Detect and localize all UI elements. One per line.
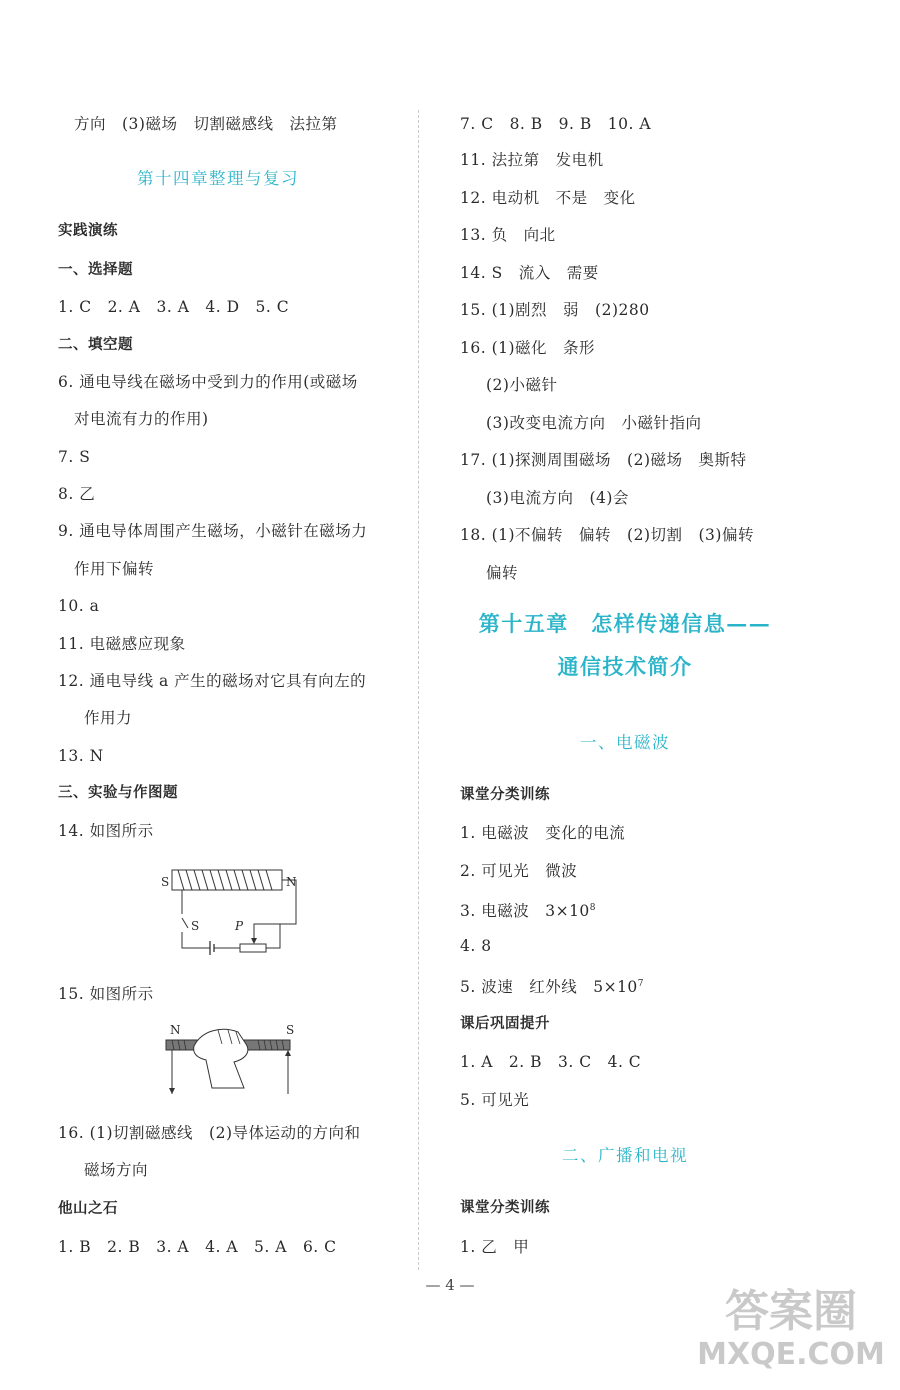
answer-line: 2. 可见光 微波	[460, 862, 578, 880]
chapter-15-title-line2: 通信技术简介	[557, 654, 693, 679]
answer-line	[460, 974, 644, 997]
answer-line: 1. A 2. B 3. C 4. C	[460, 1053, 642, 1071]
chapter-15-title-line1: 第十五章 怎样传递信息——	[478, 611, 772, 636]
answer-text: 3. 电磁波 3×10	[460, 902, 590, 921]
answer-line: 12. 通电导线 a 产生的磁场对它具有向左的	[58, 672, 367, 690]
section-heading: 他山之石	[58, 1201, 118, 1217]
watermark-domain: MXQE.COM	[697, 1337, 885, 1372]
answer-line: 18. (1)不偏转 偏转 (2)切割 (3)偏转	[460, 526, 754, 544]
answer-line: 7. C 8. B 9. B 10. A	[460, 115, 652, 133]
answer-line: 16. (1)磁化 条形	[460, 339, 596, 357]
column-divider	[418, 110, 419, 1270]
answer-line: 8. 乙	[58, 485, 96, 503]
answer-line: 方向 (3)磁场 切割磁感线 法拉第	[74, 115, 338, 133]
answer-line: 14. 如图所示	[58, 822, 154, 840]
answer-line: 12. 电动机 不是 变化	[460, 189, 636, 207]
answer-line: 7. S	[58, 448, 91, 466]
answer-line: 1. 电磁波 变化的电流	[460, 824, 626, 842]
answer-line: 1. B 2. B 3. A 4. A 5. A 6. C	[58, 1238, 337, 1256]
section-heading: 课堂分类训练	[460, 787, 550, 803]
answer-line: 1. C 2. A 3. A 4. D 5. C	[58, 298, 290, 316]
exponent: 7	[637, 979, 645, 989]
answer-line: 4. 8	[460, 937, 492, 955]
chapter-14-title: 第十四章整理与复习	[137, 169, 299, 188]
answer-line: 对电流有力的作用)	[74, 410, 209, 428]
answer-line: 15. 如图所示	[58, 985, 154, 1003]
answer-line: 6. 通电导线在磁场中受到力的作用(或磁场	[58, 373, 358, 391]
pole-label-n: N	[170, 1023, 181, 1037]
answer-line: 11. 法拉第 发电机	[460, 151, 604, 169]
answer-text: 5. 波速 红外线 5×10	[460, 978, 638, 997]
watermark-text: 答案圈	[725, 1286, 857, 1337]
answer-line: 9. 通电导体周围产生磁场，小磁针在磁场力	[58, 522, 368, 540]
practice-heading: 实践演练	[58, 223, 118, 239]
answer-line: 作用下偏转	[74, 560, 155, 578]
answer-line	[460, 898, 596, 921]
pole-label-s: S	[286, 1023, 295, 1037]
slider-label: P	[235, 919, 244, 933]
answer-line: 17. (1)探测周围磁场 (2)磁场 奥斯特	[460, 451, 747, 469]
section-heading: 课后巩固提升	[460, 1016, 550, 1032]
answer-line: 偏转	[486, 564, 519, 582]
answer-line: 13. N	[58, 747, 104, 765]
right-hand-rule-figure	[162, 1026, 302, 1098]
section-broadcast-title: 二、广播和电视	[562, 1146, 688, 1165]
answer-line: 10. a	[58, 597, 100, 615]
section-heading: 一、选择题	[58, 262, 133, 278]
answer-line: 1. 乙 甲	[460, 1238, 530, 1256]
section-heading: 三、实验与作图题	[58, 785, 178, 801]
answer-line: (3)改变电流方向 小磁针指向	[486, 414, 702, 432]
answer-line: 14. S 流入 需要	[460, 264, 599, 282]
answer-line: 13. 负 向北	[460, 226, 556, 244]
answer-line: 16. (1)切割磁感线 (2)导体运动的方向和	[58, 1124, 361, 1142]
switch-label: S	[191, 919, 200, 933]
exponent: 8	[589, 903, 597, 913]
section-em-wave-title: 一、电磁波	[580, 733, 670, 752]
pole-label-n: N	[286, 875, 297, 889]
answer-line: 作用力	[84, 709, 133, 727]
page-number: — 4 —	[425, 1276, 475, 1294]
answer-line: 5. 可见光	[460, 1091, 530, 1109]
answer-line: 11. 电磁感应现象	[58, 635, 186, 653]
answer-line: (2)小磁针	[486, 376, 558, 394]
section-heading: 二、填空题	[58, 337, 133, 353]
answer-line: 磁场方向	[84, 1161, 149, 1179]
pole-label-s: S	[161, 875, 170, 889]
watermark-logo	[696, 1287, 886, 1382]
section-heading: 课堂分类训练	[460, 1200, 550, 1216]
answer-line: (3)电流方向 (4)会	[486, 489, 629, 507]
answer-line: 15. (1)剧烈 弱 (2)280	[460, 301, 650, 319]
